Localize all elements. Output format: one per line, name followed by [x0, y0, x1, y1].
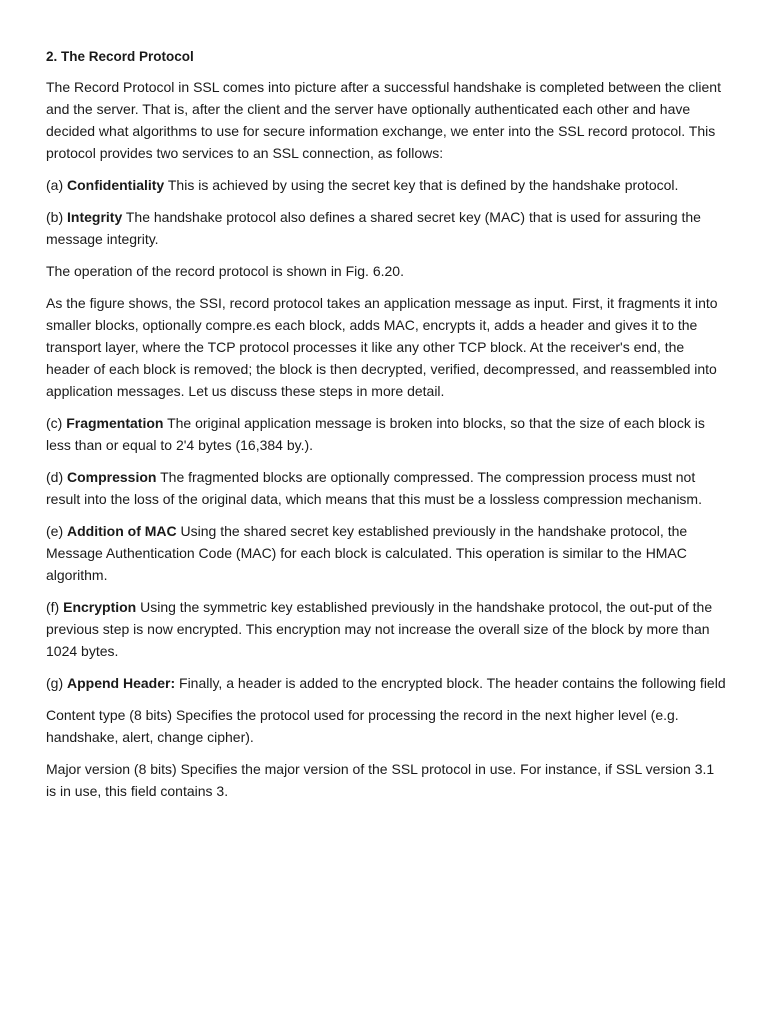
item-prefix: (b) — [46, 209, 67, 225]
paragraph-text: This is achieved by using the secret key that is defined by the handshake protocol. — [164, 177, 679, 193]
paragraph-append-header — [46, 672, 728, 694]
item-prefix: (d) — [46, 469, 67, 485]
item-term: Append Header: — [67, 675, 176, 691]
paragraph-text: Using the shared secret key established previously in the handshake protocol, the Message Authentication Code (MAC) for each block is calculated. This operation is similar to the HMAC algorithm. — [46, 523, 688, 583]
paragraph-confidentiality — [46, 174, 728, 196]
paragraph-text: The Record Protocol in SSL comes into picture after a successful handshake is completed between the client and the server. That is, after the client and the server have optionally authenticated each other and have decided what algorithms to use for secure information exchange, we enter into the SSL record protocol. This protocol provides two services to an SSL connection, as follows: — [46, 79, 721, 161]
item-term: Confidentiality — [67, 177, 165, 193]
item-term: Fragmentation — [66, 415, 164, 431]
paragraph-figure-reference — [46, 260, 728, 282]
document-page — [46, 47, 728, 812]
item-prefix: (a) — [46, 177, 67, 193]
paragraph-fragmentation — [46, 412, 728, 456]
paragraph-intro — [46, 76, 728, 164]
item-term: Compression — [67, 469, 157, 485]
item-term: Encryption — [63, 599, 137, 615]
paragraph-operation-overview — [46, 292, 728, 402]
paragraph-content-type — [46, 704, 728, 748]
paragraph-text: The fragmented blocks are optionally compressed. The compression process must not result into the loss of the original data, which means that this must be a lossless compression mechanism. — [46, 469, 702, 507]
paragraph-compression — [46, 466, 728, 510]
paragraph-integrity — [46, 206, 728, 250]
item-prefix: (g) — [46, 675, 67, 691]
paragraph-text: As the figure shows, the SSI, record protocol takes an application message as input. First, it fragments it into smaller blocks, optionally compre.es each block, adds MAC, encrypts it, adds a header and gives it to the transport layer, where the TCP protocol processes it like any other TCP block. At the receiver's end, the header of each block is removed; the block is then decrypted, verified, decompressed, and reassembled into application messages. Let us discuss these steps in more detail. — [46, 295, 718, 399]
paragraph-text: The operation of the record protocol is shown in Fig. 6.20. — [46, 263, 404, 279]
paragraph-encryption — [46, 596, 728, 662]
paragraph-text: Major version (8 bits) Specifies the major version of the SSL protocol in use. For instance, if SSL version 3.1 is in use, this field contains 3. — [46, 761, 715, 799]
paragraph-text: Using the symmetric key established previously in the handshake protocol, the out-put of the previous step is now encrypted. This encryption may not increase the overall size of the block by more than 1024 bytes. — [46, 599, 713, 659]
item-term: Integrity — [67, 209, 123, 225]
paragraph-text: The original application message is broken into blocks, so that the size of each block is less than or equal to 2'4 bytes (16,384 by.). — [46, 415, 705, 453]
item-prefix: (e) — [46, 523, 67, 539]
paragraph-text: The handshake protocol also defines a shared secret key (MAC) that is used for assuring the message integrity. — [46, 209, 701, 247]
paragraph-text: Content type (8 bits) Specifies the protocol used for processing the record in the next higher level (e.g. handshake, alert, change cipher). — [46, 707, 679, 745]
paragraph-major-version — [46, 758, 728, 802]
item-prefix: (f) — [46, 599, 64, 615]
section-heading: 2. The Record Protocol — [46, 49, 194, 64]
paragraph-addition-of-mac — [46, 520, 728, 586]
item-term: Addition of MAC — [67, 523, 177, 539]
paragraph-text: Finally, a header is added to the encrypted block. The header contains the following field — [175, 675, 726, 691]
item-prefix: (c) — [46, 415, 67, 431]
